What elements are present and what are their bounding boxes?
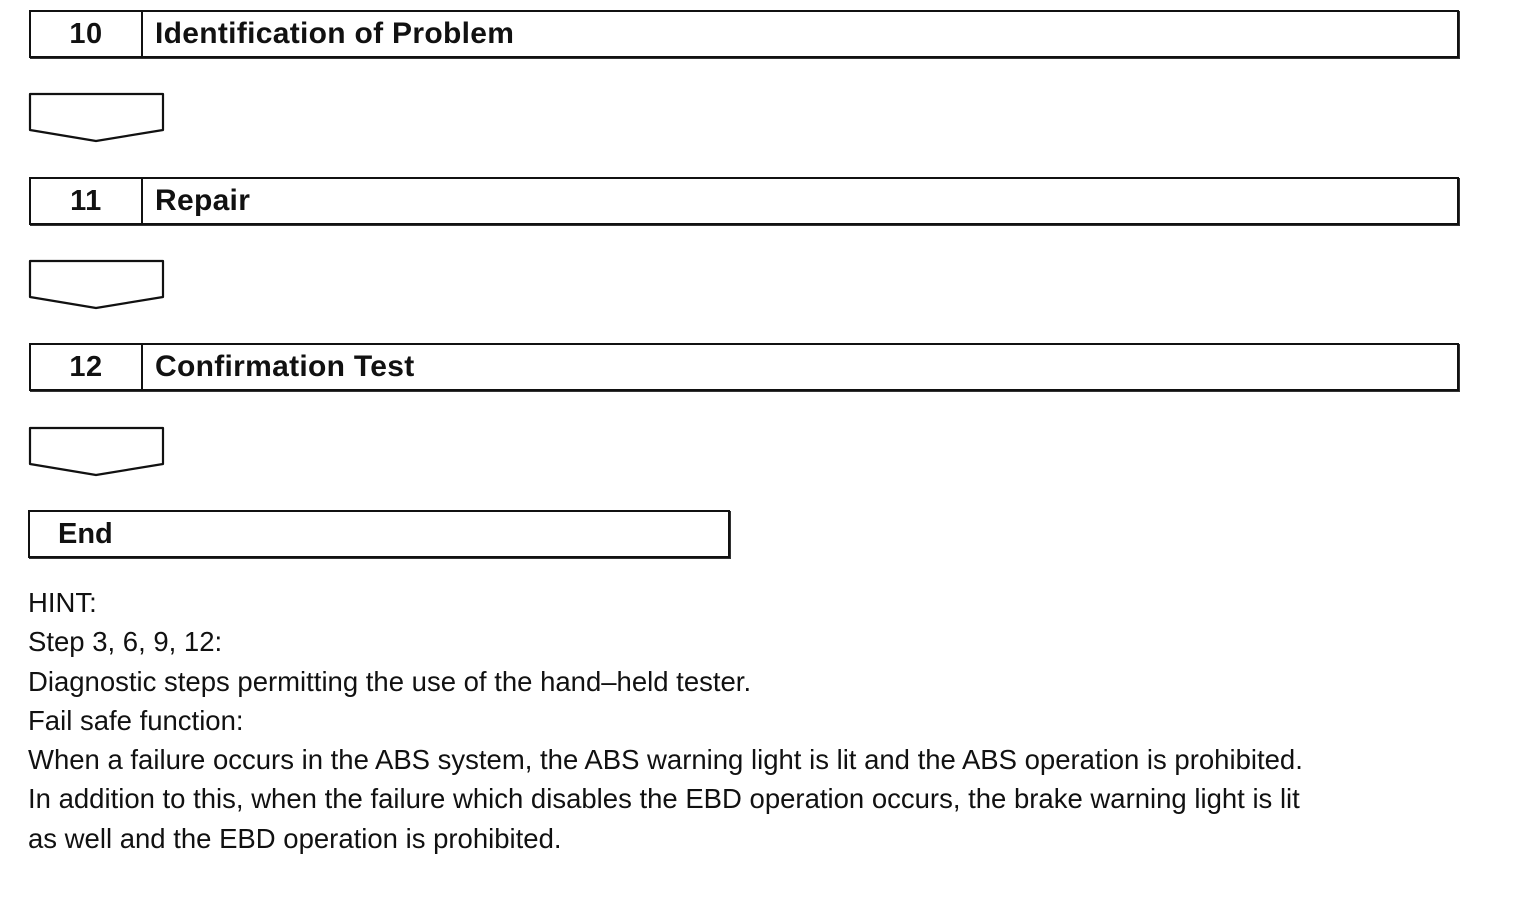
hint-line: When a failure occurs in the ABS system, the ABS warning light is lit and the ABS operation is prohibited. <box>28 744 1303 776</box>
hint-section <box>28 583 1488 858</box>
step-number: 11 <box>31 179 143 223</box>
step-title: Identification of Problem <box>155 17 515 50</box>
step-number: 12 <box>31 345 143 389</box>
hint-line: as well and the EBD operation is prohibited. <box>28 822 562 854</box>
flow-step-10 <box>29 10 1459 58</box>
step-title: Confirmation Test <box>155 350 415 383</box>
hint-line: Step 3, 6, 9, 12: <box>28 626 223 658</box>
flow-end-box: End <box>28 510 730 558</box>
flow-step-12 <box>29 343 1459 391</box>
flow-arrow-icon <box>28 259 165 311</box>
hint-line: Fail safe function: <box>28 704 244 736</box>
step-number: 10 <box>31 12 143 56</box>
flow-arrow-icon <box>28 92 165 144</box>
hint-line: Diagnostic steps permitting the use of the hand–held tester. <box>28 665 752 697</box>
hint-heading: HINT: <box>28 587 97 618</box>
flow-arrow-icon <box>28 426 165 478</box>
hint-line: In addition to this, when the failure which disables the EBD operation occurs, the brake warning light is lit <box>28 783 1300 815</box>
step-title: Repair <box>155 184 251 217</box>
flow-step-11 <box>29 177 1459 225</box>
